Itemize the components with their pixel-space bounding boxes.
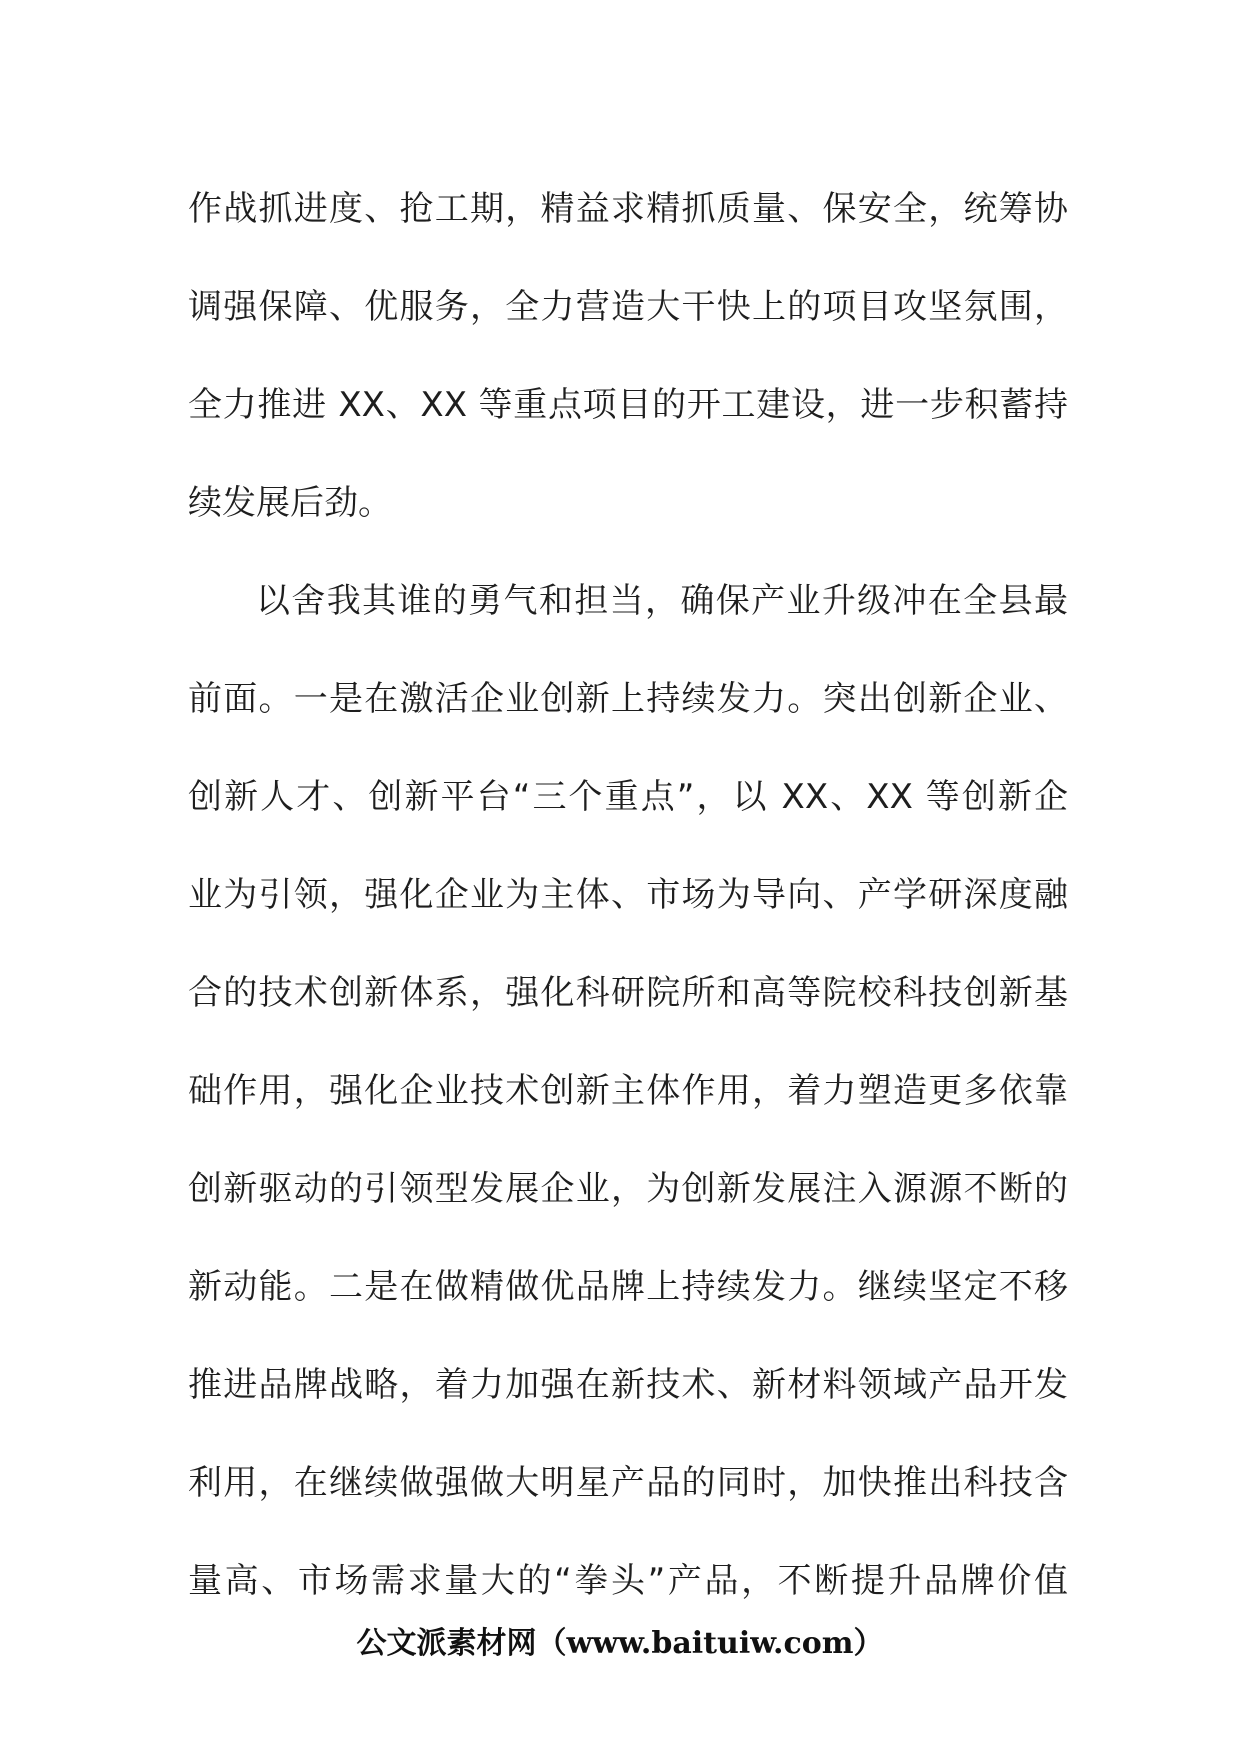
text-line: 续发展后劲。 (188, 483, 392, 523)
text-line: 前面。一是在激活企业创新上持续发力。突出创新企业、 (188, 679, 1068, 719)
paragraph-first-line: 以舍我其谁的勇气和担当，确保产业升级冲在全县最 (256, 581, 1068, 621)
text-line: 业为引领，强化企业为主体、市场为导向、产学研深度融 (188, 875, 1068, 915)
text-line: 合的技术创新体系，强化科研院所和高等院校科技创新基 (188, 973, 1068, 1013)
text-line: 调强保障、优服务，全力营造大干快上的项目攻坚氛围， (188, 287, 1068, 327)
text-line: 量高、市场需求量大的“拳头”产品，不断提升品牌价值 (188, 1561, 1068, 1601)
text-line: 创新驱动的引领型发展企业，为创新发展注入源源不断的 (188, 1169, 1068, 1209)
text-line: 作战抓进度、抢工期，精益求精抓质量、保安全，统筹协 (188, 189, 1068, 229)
text-line: 创新人才、创新平台“三个重点”，以 XX、XX 等创新企 (188, 777, 1068, 817)
document-body (188, 160, 1068, 1630)
text-line: 新动能。二是在做精做优品牌上持续发力。继续坚定不移 (188, 1267, 1068, 1307)
text-line: 利用，在继续做强做大明星产品的同时，加快推出科技含 (188, 1463, 1068, 1503)
footer-watermark: 公文派素材网（www.baituiw.com） (356, 1626, 884, 1661)
text-line: 础作用，强化企业技术创新主体作用，着力塑造更多依靠 (188, 1071, 1068, 1111)
text-line: 推进品牌战略，着力加强在新技术、新材料领域产品开发 (188, 1365, 1068, 1405)
text-line: 全力推进 XX、XX 等重点项目的开工建设，进一步积蓄持 (188, 385, 1068, 425)
